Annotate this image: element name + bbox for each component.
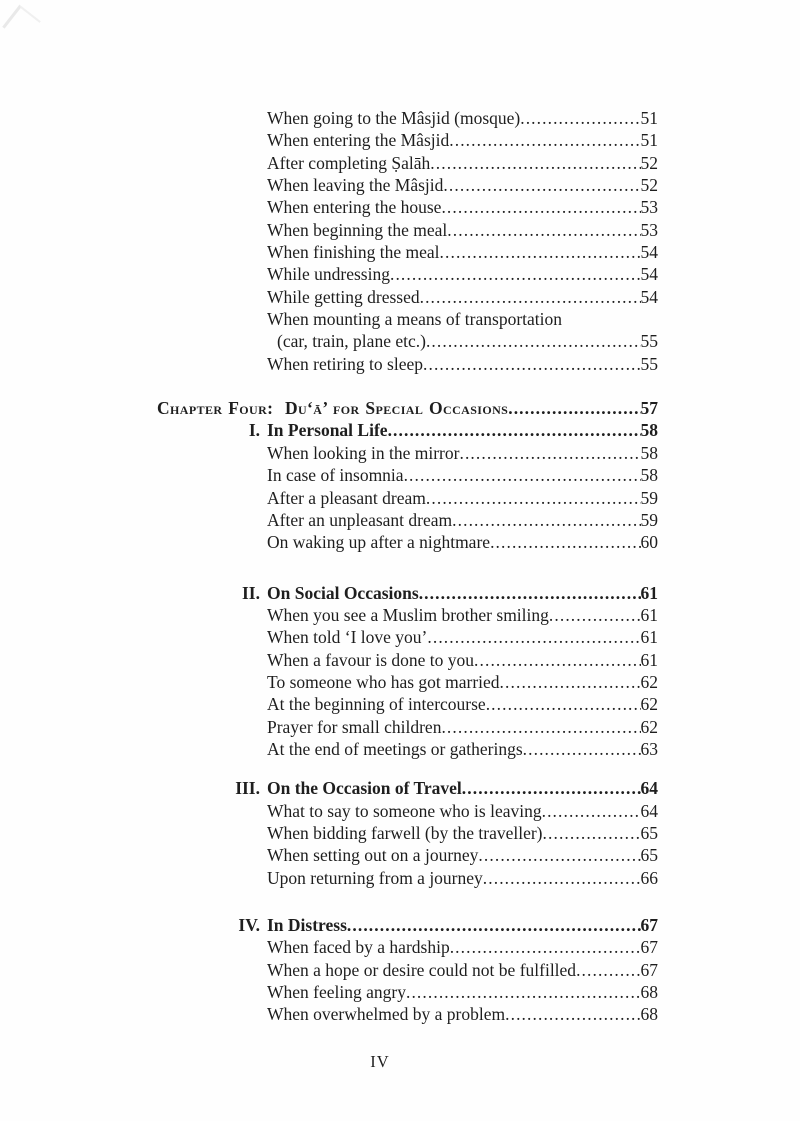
- entry-page-number: 58: [640, 442, 658, 463]
- leader-dots: [486, 693, 641, 715]
- toc-section-header-row: [157, 914, 658, 936]
- entry-page-number: 65: [640, 822, 658, 843]
- entry-label: At the beginning of intercourse: [267, 694, 486, 715]
- entry-page-number: 61: [640, 604, 658, 625]
- toc-entry-row: [277, 330, 658, 352]
- entry-label: When finishing the meal: [267, 242, 440, 263]
- toc-entry-row: [267, 649, 658, 671]
- toc-section-header-row: [157, 582, 658, 604]
- entry-label: When feeling angry: [267, 982, 406, 1003]
- entry-label: On waking up after a nightmare: [267, 532, 491, 553]
- leader-dots: [347, 914, 641, 936]
- leader-dots: [549, 604, 641, 626]
- section-title: In Distress: [267, 915, 347, 935]
- toc-entry-row: [267, 107, 658, 129]
- leader-dots: [406, 981, 641, 1003]
- entry-label: When entering the house: [267, 197, 442, 218]
- section-page-number: 58: [640, 420, 658, 441]
- toc-entry-row: [267, 936, 658, 958]
- entry-label: After a pleasant dream: [267, 487, 426, 508]
- leader-dots: [450, 936, 641, 958]
- toc-entry-row: [267, 129, 658, 151]
- toc-section-group: [157, 582, 658, 761]
- entry-page-number: 54: [640, 264, 658, 285]
- leader-dots: [500, 671, 641, 693]
- leader-dots: [423, 353, 641, 375]
- toc-entry-row: [267, 509, 658, 531]
- chapter-page-number: 57: [640, 398, 658, 419]
- leader-dots: [542, 800, 641, 822]
- toc-entry-row: [267, 353, 658, 375]
- entry-page-number: 62: [640, 716, 658, 737]
- entry-page-number: 52: [640, 175, 658, 196]
- toc-entry-row: [267, 442, 658, 464]
- entry-label: When going to the Mâsjid (mosque): [267, 108, 521, 128]
- toc-section-group: [157, 914, 658, 1026]
- chapter-title: Chapter Four: Du‘ā’ for Special Occasions: [157, 398, 509, 419]
- toc-entry-row: [267, 174, 658, 196]
- entry-label: When faced by a hardship: [267, 937, 450, 958]
- page-number: IV: [370, 1052, 390, 1071]
- entry-page-number: 60: [640, 532, 658, 553]
- entry-label: After an unpleasant dream: [267, 509, 453, 530]
- toc-entry-row: [267, 241, 658, 263]
- toc-carryover-list: [157, 107, 658, 375]
- entry-label: When a favour is done to you: [267, 649, 475, 670]
- toc-entry-row: [267, 693, 658, 715]
- entry-label: Prayer for small children: [267, 716, 442, 737]
- toc-entry-row: [267, 487, 658, 509]
- section-numeral: III.: [235, 778, 260, 799]
- toc-entry-row: [267, 867, 658, 889]
- leader-dots: [441, 196, 640, 218]
- toc-entry-row: [267, 671, 658, 693]
- toc-entry-row: [267, 800, 658, 822]
- toc-section-entries: [157, 800, 658, 889]
- leader-dots: [505, 1003, 640, 1025]
- entry-page-number: 54: [640, 286, 658, 307]
- leader-dots: [483, 867, 641, 889]
- leader-dots: [478, 844, 640, 866]
- entry-page-number: 58: [640, 465, 658, 486]
- section-page-number: 67: [640, 915, 658, 935]
- leader-dots: [459, 442, 640, 464]
- leader-dots: [443, 174, 640, 196]
- leader-dots: [440, 241, 641, 263]
- leader-dots: [441, 716, 640, 738]
- leader-dots: [426, 330, 641, 352]
- entry-label: What to say to someone who is leaving: [267, 800, 542, 821]
- toc-entry-row: [267, 263, 658, 285]
- section-page-number: 64: [640, 778, 658, 799]
- entry-page-number: 51: [640, 130, 658, 151]
- toc-section-header-row: [157, 777, 658, 799]
- entry-page-number: 55: [640, 353, 658, 374]
- entry-page-number: 52: [640, 152, 658, 173]
- leader-dots: [390, 263, 641, 285]
- entry-page-number: 67: [640, 959, 658, 980]
- leader-dots: [490, 531, 640, 553]
- toc-section-entries: [157, 936, 658, 1025]
- leader-dots: [543, 822, 641, 844]
- entry-label: While getting dressed: [267, 286, 420, 307]
- entry-page-number: 67: [640, 937, 658, 958]
- leader-dots: [520, 107, 640, 129]
- entry-page-number: 65: [640, 845, 658, 866]
- section-title: On the Occasion of Travel: [267, 778, 462, 799]
- leader-dots: [508, 397, 640, 419]
- leader-dots: [430, 152, 640, 174]
- leader-dots: [462, 777, 641, 799]
- entry-label: After completing Ṣalāh: [267, 152, 431, 173]
- toc-entry-row: [267, 286, 658, 308]
- toc-sections-list: [157, 419, 658, 1025]
- entry-label: When overwhelmed by a problem: [267, 1004, 506, 1025]
- leader-dots: [523, 738, 641, 760]
- entry-page-number: 63: [640, 738, 658, 759]
- leader-dots: [420, 286, 641, 308]
- entry-page-number: 59: [640, 487, 658, 508]
- leader-dots: [419, 582, 641, 604]
- toc-entry-row: [267, 152, 658, 174]
- toc-entry-row: [267, 531, 658, 553]
- entry-label: When you see a Muslim brother smiling: [267, 604, 549, 625]
- toc-entry-row: [267, 844, 658, 866]
- toc-section-group: [157, 777, 658, 889]
- toc-entry-row: [267, 1003, 658, 1025]
- section-numeral: IV.: [238, 915, 260, 935]
- toc-entry-row: [267, 464, 658, 486]
- entry-page-number: 68: [640, 1004, 658, 1025]
- entry-label: When leaving the Mâsjid: [267, 175, 444, 196]
- entry-page-number: 53: [640, 197, 658, 218]
- toc-entry-row: [267, 308, 658, 330]
- entry-page-number: 68: [640, 982, 658, 1003]
- entry-page-number: 62: [640, 671, 658, 692]
- scan-artifact: [2, 5, 41, 44]
- entry-page-number: 61: [640, 627, 658, 648]
- entry-page-number: 51: [640, 108, 658, 128]
- leader-dots: [449, 129, 640, 151]
- entry-label: When looking in the mirror: [267, 442, 460, 463]
- toc-entry-row: [267, 196, 658, 218]
- section-numeral: II.: [242, 582, 260, 603]
- entry-page-number: 59: [640, 509, 658, 530]
- toc: [157, 107, 658, 1026]
- entry-label: When bidding farwell (by the traveller): [267, 822, 543, 843]
- entry-label: While undressing: [267, 264, 390, 285]
- toc-section-entries: [157, 604, 658, 760]
- entry-label: When mounting a means of transportation: [267, 309, 562, 330]
- leader-dots: [474, 649, 640, 671]
- entry-label: When retiring to sleep: [267, 353, 423, 374]
- entry-page-number: 62: [640, 694, 658, 715]
- entry-page-number: 66: [640, 867, 658, 888]
- toc-chapter-row: [157, 397, 658, 419]
- toc-entry-row: [267, 738, 658, 760]
- toc-section-header-row: [157, 419, 658, 441]
- section-numeral: I.: [248, 420, 260, 441]
- entry-label: When beginning the meal: [267, 219, 448, 240]
- leader-dots: [576, 959, 640, 981]
- leader-dots: [388, 419, 641, 441]
- entry-page-number: 55: [640, 331, 658, 352]
- entry-label: When setting out on a journey: [267, 845, 479, 866]
- toc-section-entries: [157, 442, 658, 554]
- entry-label: When entering the Mâsjid: [267, 130, 450, 151]
- entry-page-number: 53: [640, 219, 658, 240]
- entry-page-number: 54: [640, 242, 658, 263]
- section-title: On Social Occasions: [267, 582, 419, 603]
- section-title: In Personal Life: [267, 420, 388, 441]
- entry-label: In case of insomnia: [267, 465, 404, 486]
- entry-page-number: 61: [640, 649, 658, 670]
- toc-entry-row: [267, 604, 658, 626]
- toc-entry-row: [267, 716, 658, 738]
- entry-label: At the end of meetings or gatherings: [267, 738, 523, 759]
- entry-label: (car, train, plane etc.): [277, 331, 426, 352]
- leader-dots: [452, 509, 640, 531]
- leader-dots: [447, 219, 640, 241]
- section-page-number: 61: [640, 582, 658, 603]
- toc-entry-row: [267, 959, 658, 981]
- leader-dots: [426, 487, 641, 509]
- leader-dots: [404, 464, 641, 486]
- entry-label: To someone who has got married: [267, 671, 500, 692]
- toc-entry-row: [267, 981, 658, 1003]
- leader-dots: [427, 626, 640, 648]
- entry-label: Upon returning from a journey: [267, 867, 483, 888]
- toc-section-group: [157, 419, 658, 553]
- toc-entry-row: [267, 822, 658, 844]
- entry-label: When told ‘I love you’: [267, 627, 428, 648]
- toc-entry-row: [267, 626, 658, 648]
- entry-label: When a hope or desire could not be fulfilled: [267, 959, 577, 980]
- toc-entry-row: [267, 219, 658, 241]
- entry-page-number: 64: [640, 800, 658, 821]
